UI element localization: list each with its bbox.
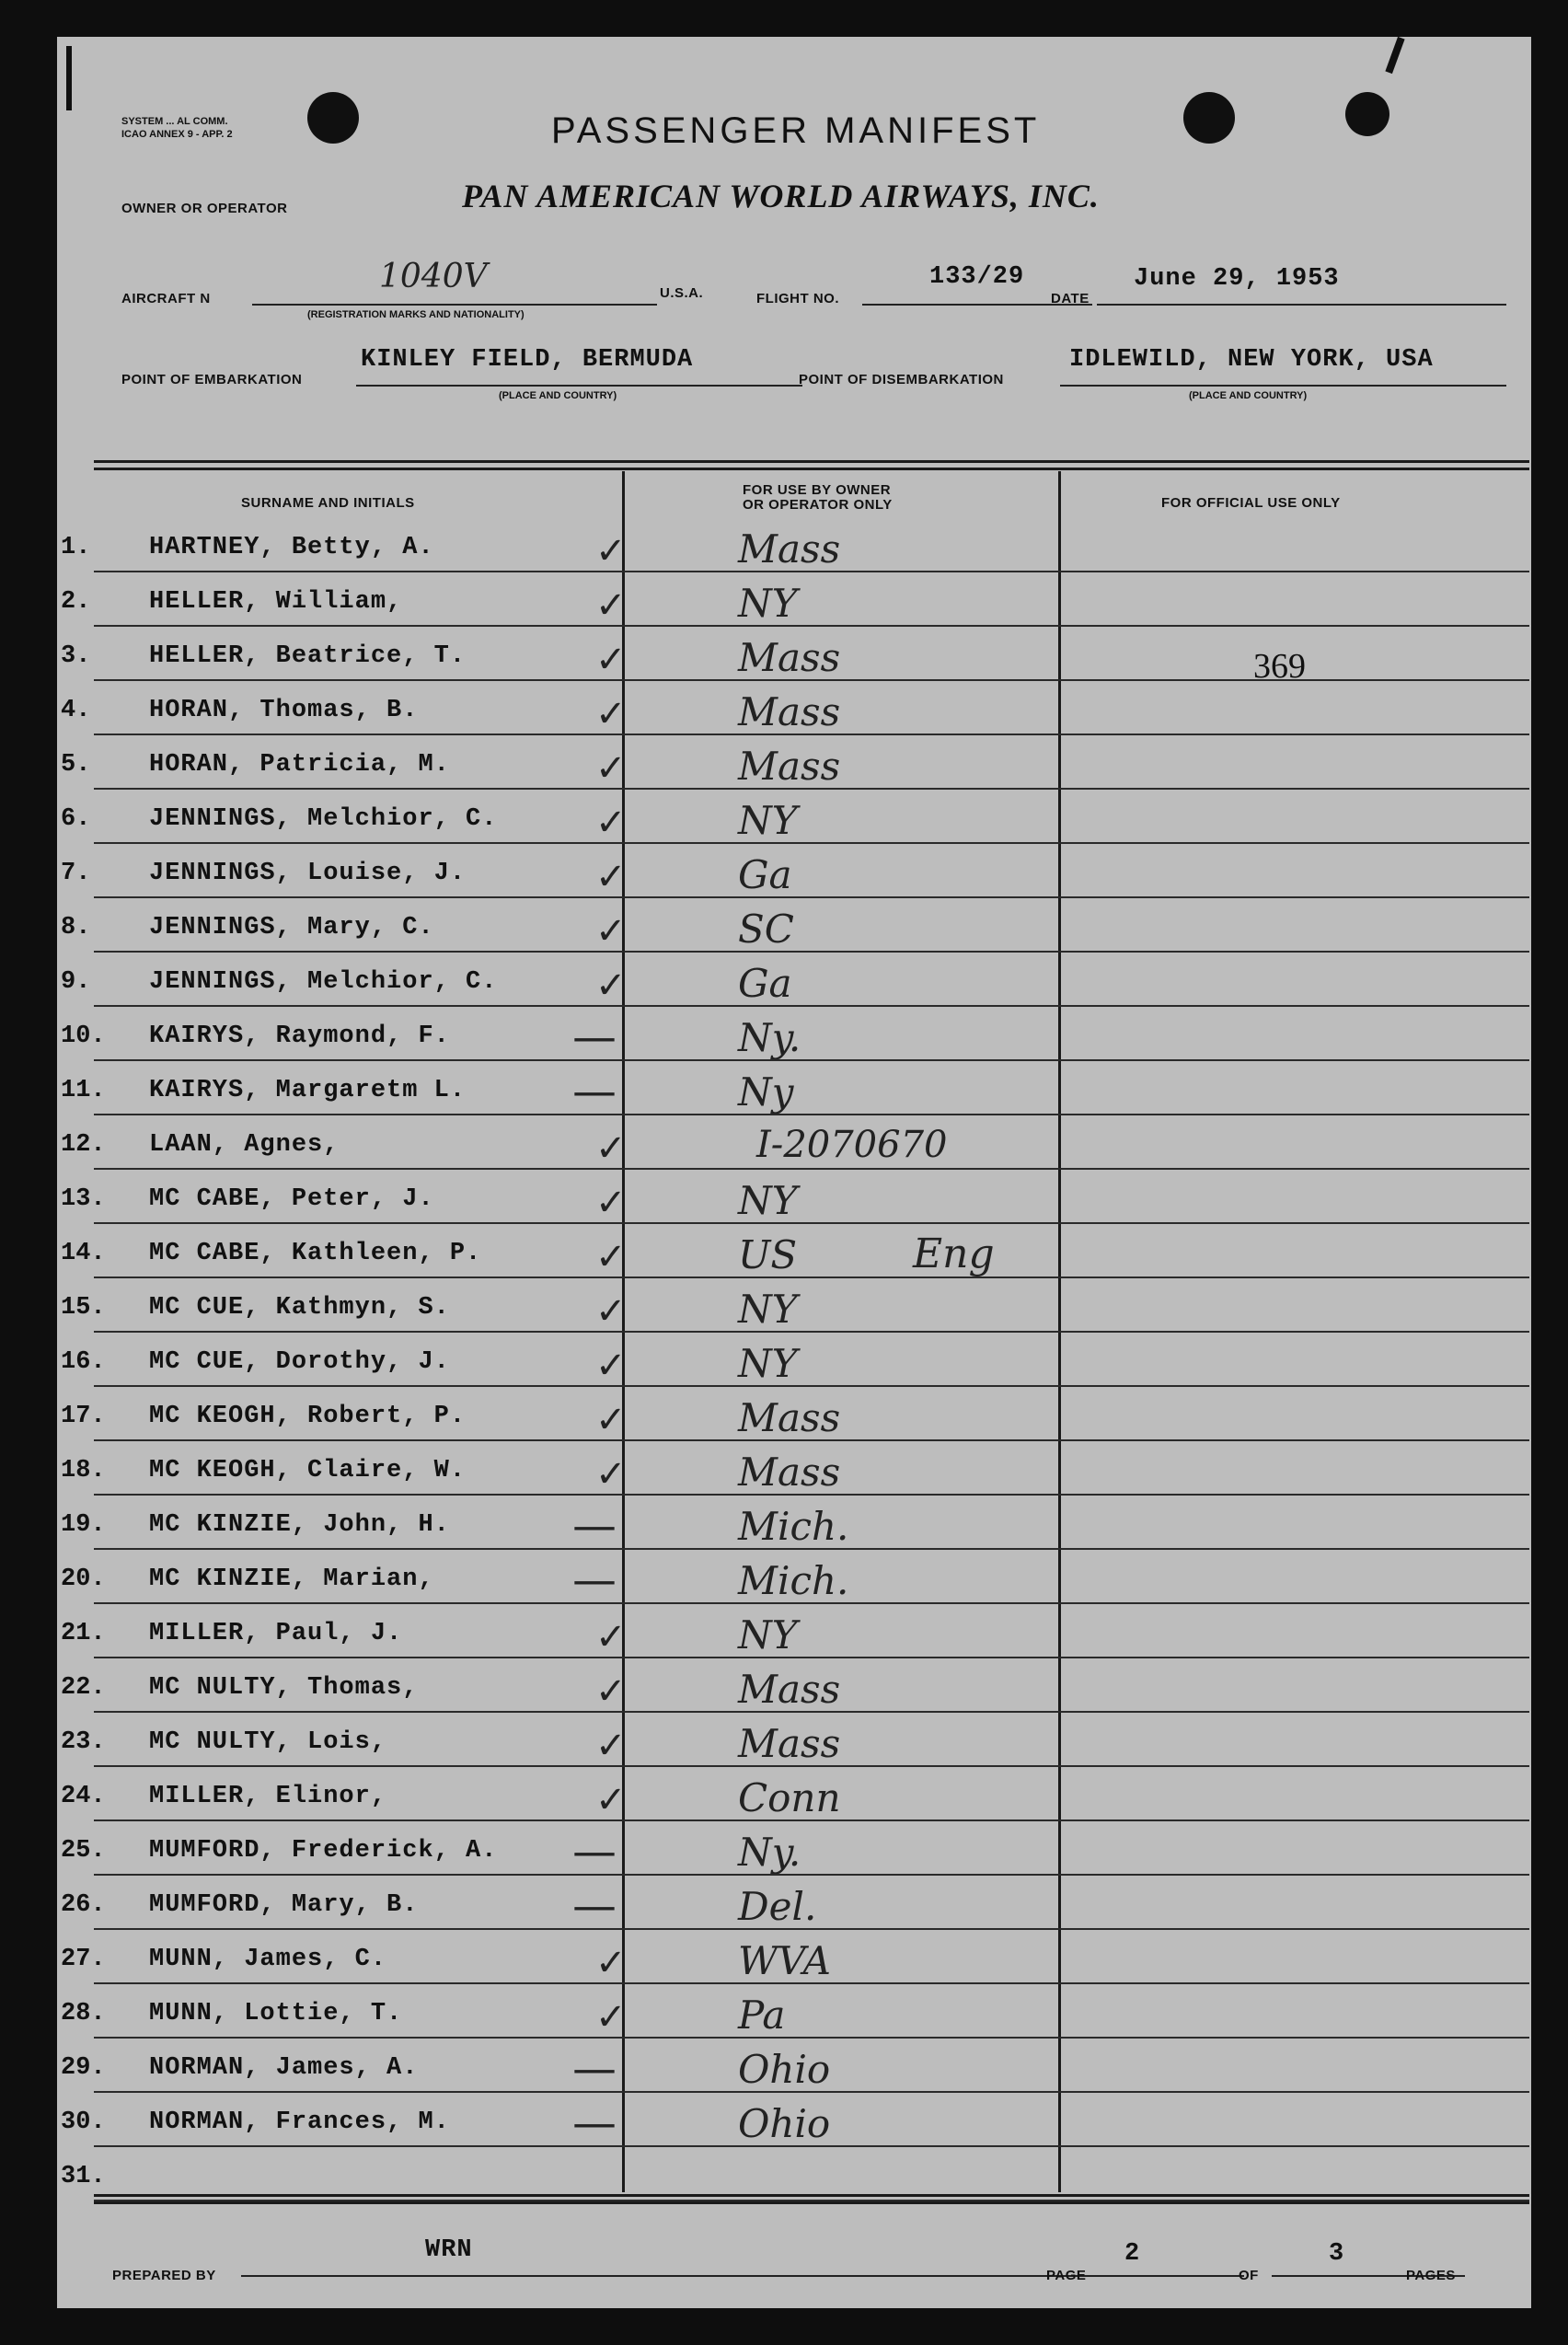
check-mark: ✓ <box>595 1779 627 1821</box>
check-mark: ✓ <box>595 1345 627 1387</box>
passenger-name: MILLER, Elinor, <box>149 1783 387 1810</box>
passenger-name: MC CUE, Dorothy, J. <box>149 1348 450 1376</box>
table-row <box>57 1775 1531 1836</box>
dash-mark: — <box>572 1500 617 1552</box>
table-row <box>57 526 1531 587</box>
passenger-name: NORMAN, Frances, M. <box>149 2108 450 2136</box>
dash-mark: — <box>572 1880 617 1932</box>
handwritten-residence: Mass <box>738 1667 841 1712</box>
disembarkation-label: POINT OF DISEMBARKATION <box>799 372 1004 387</box>
row-number: 29. <box>61 2054 106 2082</box>
date-underline <box>1097 304 1506 306</box>
check-mark: ✓ <box>595 856 627 898</box>
table-row <box>57 1450 1531 1510</box>
row-rule <box>94 1385 1529 1387</box>
table-row <box>57 2163 1531 2216</box>
handwritten-residence: NY <box>738 1178 798 1223</box>
handwritten-residence: WVA <box>738 1938 831 1983</box>
check-mark: ✓ <box>595 1236 627 1278</box>
handwritten-residence: Mass <box>738 526 841 572</box>
table-row <box>57 1938 1531 1999</box>
table-row <box>57 1880 1531 1945</box>
prepared-by-label: PREPARED BY <box>112 2268 216 2283</box>
table-row <box>57 1993 1531 2053</box>
table-row <box>57 1178 1531 1239</box>
operator-name: PAN AMERICAN WORLD AIRWAYS, INC. <box>462 178 1100 214</box>
row-rule <box>94 1711 1529 1713</box>
date-label: DATE <box>1051 291 1090 306</box>
check-mark: ✓ <box>595 965 627 1007</box>
row-rule <box>94 1114 1529 1115</box>
page-label: PAGE <box>1046 2268 1087 2283</box>
handwritten-residence: NY <box>738 1341 798 1386</box>
row-number: 7. <box>61 860 91 887</box>
passenger-name: MC KEOGH, Robert, P. <box>149 1403 467 1430</box>
punch-hole-far-right <box>1345 92 1389 136</box>
handwritten-residence: Mich. <box>738 1504 849 1549</box>
manifest-sheet <box>57 37 1531 2308</box>
row-number: 20. <box>61 1565 106 1593</box>
table-row <box>57 1011 1531 1076</box>
passenger-name: MUMFORD, Mary, B. <box>149 1891 419 1919</box>
passenger-name: MC KINZIE, John, H. <box>149 1511 450 1539</box>
table-row <box>57 961 1531 1022</box>
handwritten-residence: SC <box>738 907 794 952</box>
row-number: 16. <box>61 1348 106 1376</box>
table-row <box>57 1066 1531 1130</box>
table-row <box>57 2043 1531 2108</box>
table-row <box>57 635 1531 696</box>
handwritten-residence: Ga <box>738 961 792 1006</box>
row-rule <box>94 571 1529 572</box>
pages-value: 3 <box>1329 2240 1345 2268</box>
table-row <box>57 1230 1531 1293</box>
handwritten-residence: I-2070670 <box>756 1124 948 1166</box>
row-rule <box>94 1819 1529 1821</box>
check-mark: ✓ <box>595 747 627 790</box>
row-number: 2. <box>61 588 91 616</box>
row-number: 28. <box>61 2000 106 2027</box>
table-row <box>57 1287 1531 1347</box>
handwritten-residence: Ny. <box>738 1015 801 1060</box>
aircraft-value: 1040V <box>379 258 488 295</box>
row-rule <box>94 1982 1529 1984</box>
handwritten-residence: NY <box>738 1612 798 1658</box>
official-note: 369 <box>1253 647 1306 686</box>
row-rule <box>94 1276 1529 1278</box>
row-rule <box>94 1222 1529 1224</box>
row-number: 8. <box>61 914 91 941</box>
check-mark: ✓ <box>595 693 627 735</box>
pages-label: PAGES <box>1406 2268 1456 2283</box>
check-mark: ✓ <box>595 1670 627 1713</box>
check-mark: ✓ <box>595 910 627 953</box>
embarkation-value: KINLEY FIELD, BERMUDA <box>361 346 694 374</box>
row-rule <box>94 1439 1529 1441</box>
edge-tear-left <box>66 46 72 110</box>
row-number: 9. <box>61 968 91 996</box>
row-number: 11. <box>61 1077 106 1104</box>
handwritten-residence: Conn <box>738 1775 841 1820</box>
table-row <box>57 1721 1531 1782</box>
row-rule <box>94 2037 1529 2039</box>
row-number: 31. <box>61 2163 106 2190</box>
row-number: 21. <box>61 1620 106 1647</box>
page-title: PASSENGER MANIFEST <box>551 110 1041 151</box>
table-row <box>57 2097 1531 2162</box>
table-row <box>57 1341 1531 1402</box>
row-rule <box>94 679 1529 681</box>
passenger-name: HARTNEY, Betty, A. <box>149 534 434 561</box>
table-row <box>57 852 1531 913</box>
row-rule <box>94 1928 1529 1930</box>
row-rule <box>94 788 1529 790</box>
handwritten-residence: Mich. <box>738 1558 849 1603</box>
row-rule <box>94 734 1529 735</box>
check-mark: ✓ <box>595 1725 627 1767</box>
embarkation-label: POINT OF EMBARKATION <box>121 372 303 387</box>
row-number: 15. <box>61 1294 106 1322</box>
edge-tear-right <box>1385 37 1404 74</box>
passenger-name: JENNINGS, Melchior, C. <box>149 805 498 833</box>
passenger-name: KAIRYS, Margaretm L. <box>149 1077 467 1104</box>
check-mark: ✓ <box>595 584 627 627</box>
table-row <box>57 1395 1531 1456</box>
check-mark: ✓ <box>595 1942 627 1984</box>
check-mark: ✓ <box>595 1399 627 1441</box>
usa-label: U.S.A. <box>660 285 704 301</box>
row-rule <box>94 2091 1529 2093</box>
flight-value: 133/29 <box>929 263 1025 291</box>
row-rule <box>94 1657 1529 1658</box>
row-rule <box>94 1602 1529 1604</box>
row-number: 18. <box>61 1457 106 1484</box>
row-number: 4. <box>61 697 91 724</box>
date-value: June 29, 1953 <box>1134 265 1340 293</box>
table-row <box>57 798 1531 859</box>
check-mark: ✓ <box>595 802 627 844</box>
handwritten-residence: NY <box>738 798 798 843</box>
column-header-owner-line1: FOR USE BY OWNER <box>743 482 892 498</box>
row-number: 25. <box>61 1837 106 1865</box>
row-rule <box>94 1005 1529 1007</box>
table-row <box>57 1554 1531 1619</box>
handwritten-residence: Mass <box>738 744 841 789</box>
passenger-name: MC CABE, Kathleen, P. <box>149 1240 482 1267</box>
check-mark: ✓ <box>595 530 627 572</box>
passenger-name: HELLER, Beatrice, T. <box>149 642 467 670</box>
disembarkation-value: IDLEWILD, NEW YORK, USA <box>1069 346 1434 374</box>
passenger-name: JENNINGS, Melchior, C. <box>149 968 498 996</box>
check-mark: ✓ <box>595 1127 627 1170</box>
row-number: 13. <box>61 1185 106 1213</box>
row-number: 19. <box>61 1511 106 1539</box>
handwritten-residence: Pa <box>738 1993 786 2038</box>
dash-mark: — <box>572 1066 617 1117</box>
row-rule <box>94 951 1529 953</box>
passenger-name: MUMFORD, Frederick, A. <box>149 1837 498 1865</box>
passenger-name: MC CABE, Peter, J. <box>149 1185 434 1213</box>
check-mark: ✓ <box>595 1453 627 1496</box>
handwritten-residence: Mass <box>738 1721 841 1766</box>
row-rule <box>94 1874 1529 1876</box>
handwritten-residence: Ohio <box>738 2047 831 2092</box>
table-row <box>57 1124 1531 1184</box>
table-top-rule-1 <box>94 460 1529 463</box>
handwritten-residence: Ga <box>738 852 792 897</box>
dash-mark: — <box>572 1826 617 1877</box>
passenger-name: KAIRYS, Raymond, F. <box>149 1022 450 1050</box>
prepared-underline <box>241 2275 1097 2277</box>
row-number: 1. <box>61 534 91 561</box>
row-number: 26. <box>61 1891 106 1919</box>
passenger-name: MUNN, Lottie, T. <box>149 2000 403 2027</box>
dash-mark: — <box>572 2097 617 2149</box>
aircraft-underline <box>252 304 657 306</box>
row-rule <box>94 1765 1529 1767</box>
handwritten-residence: Del. <box>738 1884 817 1929</box>
row-rule <box>94 1548 1529 1550</box>
disembarkation-underline <box>1060 385 1506 387</box>
check-mark: ✓ <box>595 1616 627 1658</box>
row-number: 10. <box>61 1022 106 1050</box>
row-number: 23. <box>61 1728 106 1756</box>
passenger-name: MC NULTY, Thomas, <box>149 1674 419 1702</box>
handwritten-residence: Ny. <box>738 1830 801 1875</box>
column-header-surname: SURNAME AND INITIALS <box>241 495 415 511</box>
punch-hole-left <box>307 92 359 144</box>
table-row <box>57 1500 1531 1565</box>
page-underline <box>1097 2275 1244 2277</box>
passenger-name: MILLER, Paul, J. <box>149 1620 403 1647</box>
check-mark: ✓ <box>595 1996 627 2039</box>
handwritten-residence: Mass <box>738 689 841 734</box>
handwritten-residence: Mass <box>738 1450 841 1495</box>
handwritten-residence: NY <box>738 581 798 626</box>
table-bottom-rule-2 <box>94 2201 1529 2204</box>
prepared-by-value: WRN <box>425 2236 473 2264</box>
handwritten-residence: Mass <box>738 1395 841 1440</box>
of-label: OF <box>1239 2268 1259 2283</box>
page-value: 2 <box>1124 2240 1141 2268</box>
row-rule <box>94 896 1529 898</box>
passenger-name: LAAN, Agnes, <box>149 1131 340 1159</box>
handwritten-note: Eng <box>913 1230 995 1277</box>
table-row <box>57 689 1531 750</box>
row-rule <box>94 842 1529 844</box>
check-mark: ✓ <box>595 639 627 681</box>
dash-mark: — <box>572 2043 617 2095</box>
handwritten-residence: US <box>738 1232 798 1277</box>
column-header-owner-line2: OR OPERATOR ONLY <box>743 497 893 513</box>
row-number: 27. <box>61 1946 106 1973</box>
row-number: 5. <box>61 751 91 779</box>
table-row <box>57 581 1531 641</box>
row-number: 12. <box>61 1131 106 1159</box>
passenger-name: HELLER, William, <box>149 588 403 616</box>
row-rule <box>94 625 1529 627</box>
column-header-official: FOR OFFICIAL USE ONLY <box>1161 495 1341 511</box>
row-number: 3. <box>61 642 91 670</box>
passenger-name: JENNINGS, Mary, C. <box>149 914 434 941</box>
row-rule <box>94 1168 1529 1170</box>
row-number: 22. <box>61 1674 106 1702</box>
table-bottom-rule-1 <box>94 2194 1529 2197</box>
registration-caption: (REGISTRATION MARKS AND NATIONALITY) <box>307 309 525 320</box>
embarkation-caption: (PLACE AND COUNTRY) <box>499 390 617 401</box>
passenger-name: JENNINGS, Louise, J. <box>149 860 467 887</box>
flight-label: FLIGHT NO. <box>756 291 839 306</box>
row-rule <box>94 2145 1529 2147</box>
row-number: 14. <box>61 1240 106 1267</box>
passenger-name: MC NULTY, Lois, <box>149 1728 387 1756</box>
table-row <box>57 1667 1531 1727</box>
row-number: 24. <box>61 1783 106 1810</box>
form-reference-line1: SYSTEM ... AL COMM. <box>121 116 228 127</box>
row-rule <box>94 1059 1529 1061</box>
row-rule <box>94 1494 1529 1496</box>
check-mark: ✓ <box>595 1290 627 1333</box>
passenger-name: NORMAN, James, A. <box>149 2054 419 2082</box>
passenger-name: MC KEOGH, Claire, W. <box>149 1457 467 1484</box>
punch-hole-right <box>1183 92 1235 144</box>
row-number: 17. <box>61 1403 106 1430</box>
passenger-name: MUNN, James, C. <box>149 1946 387 1973</box>
passenger-name: HORAN, Patricia, M. <box>149 751 450 779</box>
owner-label: OWNER OR OPERATOR <box>121 201 288 216</box>
table-row <box>57 907 1531 967</box>
aircraft-label: AIRCRAFT N <box>121 291 211 306</box>
passenger-name: MC CUE, Kathmyn, S. <box>149 1294 450 1322</box>
table-row <box>57 1826 1531 1890</box>
table-top-rule-2 <box>94 468 1529 470</box>
disembarkation-caption: (PLACE AND COUNTRY) <box>1189 390 1308 401</box>
embarkation-underline <box>356 385 802 387</box>
row-number: 30. <box>61 2108 106 2136</box>
dash-mark: — <box>572 1554 617 1606</box>
row-number: 6. <box>61 805 91 833</box>
dash-mark: — <box>572 1011 617 1063</box>
handwritten-residence: Ohio <box>738 2101 831 2146</box>
handwritten-residence: Ny <box>738 1069 794 1115</box>
table-row <box>57 1612 1531 1673</box>
handwritten-residence: NY <box>738 1287 798 1332</box>
passenger-name: HORAN, Thomas, B. <box>149 697 419 724</box>
passenger-name: MC KINZIE, Marian, <box>149 1565 434 1593</box>
form-reference-line2: ICAO ANNEX 9 - APP. 2 <box>121 129 233 140</box>
handwritten-residence: Mass <box>738 635 841 680</box>
check-mark: ✓ <box>595 1182 627 1224</box>
table-row <box>57 744 1531 804</box>
row-rule <box>94 1331 1529 1333</box>
